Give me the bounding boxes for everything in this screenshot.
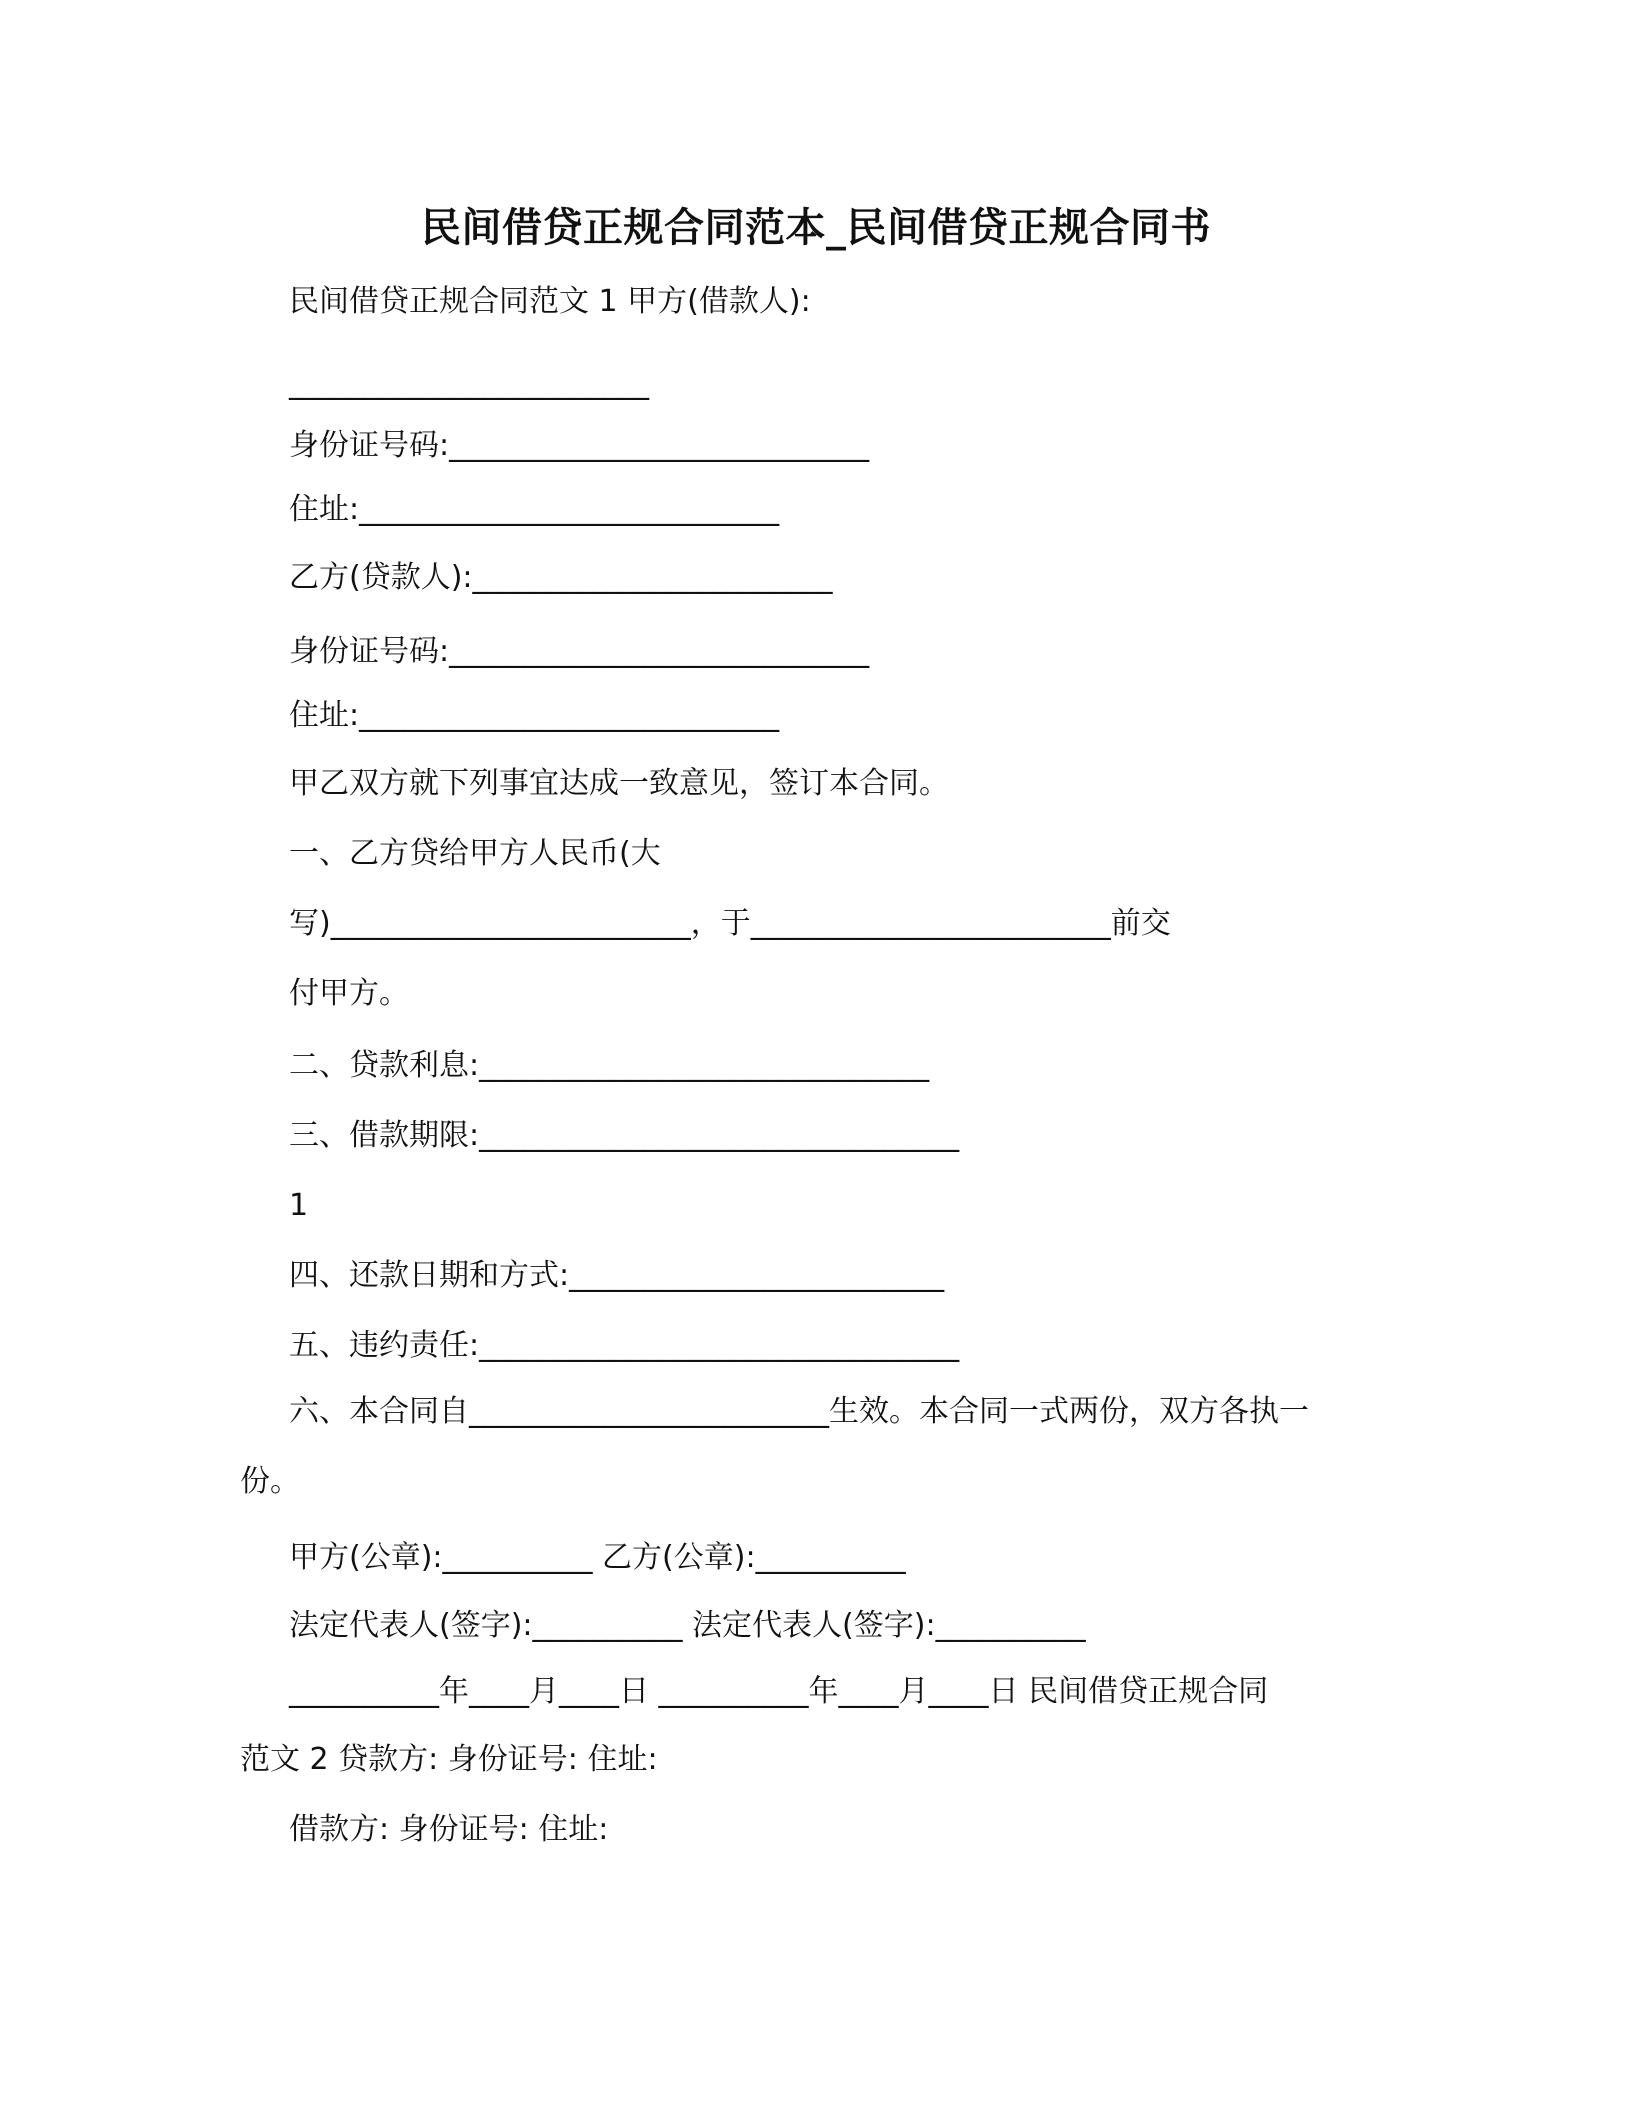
clause-4-repayment: 四、还款日期和方式:_________________________: [289, 1258, 945, 1293]
clause-6-line-2: 份。: [240, 1464, 300, 1499]
clause-5-liability: 五、违约责任:________________________________: [289, 1328, 960, 1363]
seal-line: 甲方(公章):__________ 乙方(公章):__________: [289, 1540, 906, 1575]
agreement-statement: 甲乙双方就下列事宜达成一致意见，签订本合同。: [289, 766, 949, 801]
sample-2-parties-line: 范文 2 贷款方: 身份证号: 住址:: [240, 1742, 658, 1777]
party-b-address-line: 住址:____________________________: [289, 698, 780, 733]
clause-2-interest: 二、贷款利息:______________________________: [289, 1048, 930, 1083]
document-title: 民间借贷正规合同范本_民间借贷正规合同书: [421, 205, 1211, 251]
party-b-line: 乙方(贷款人):________________________: [289, 560, 833, 595]
clause-3-term: 三、借款期限:________________________________: [289, 1118, 960, 1153]
clause-6-line-1: 六、本合同自________________________生效。本合同一式两份，双方各执一: [289, 1394, 1309, 1429]
contract-intro-line: 民间借贷正规合同范文 1 甲方(借款人):: [289, 284, 811, 319]
clause-1-line-2: 写)________________________，于________________________前交: [289, 906, 1171, 941]
party-b-id-line: 身份证号码:____________________________: [289, 634, 870, 669]
date-line: __________年____月____日 __________年____月____日 民间借贷正规合同: [289, 1674, 1269, 1709]
party-a-id-line: 身份证号码:____________________________: [289, 428, 870, 463]
borrower-info-line: 借款方: 身份证号: 住址:: [289, 1812, 609, 1847]
representative-signature-line: 法定代表人(签字):__________ 法定代表人(签字):__________: [289, 1608, 1086, 1643]
clause-1-line-3: 付甲方。: [289, 976, 409, 1011]
clause-1-line-1: 一、乙方贷给甲方人民币(大: [289, 836, 661, 871]
party-a-address-line: 住址:____________________________: [289, 492, 780, 527]
page-number: 1: [289, 1188, 309, 1223]
party-a-name-blank: ________________________: [289, 366, 649, 401]
